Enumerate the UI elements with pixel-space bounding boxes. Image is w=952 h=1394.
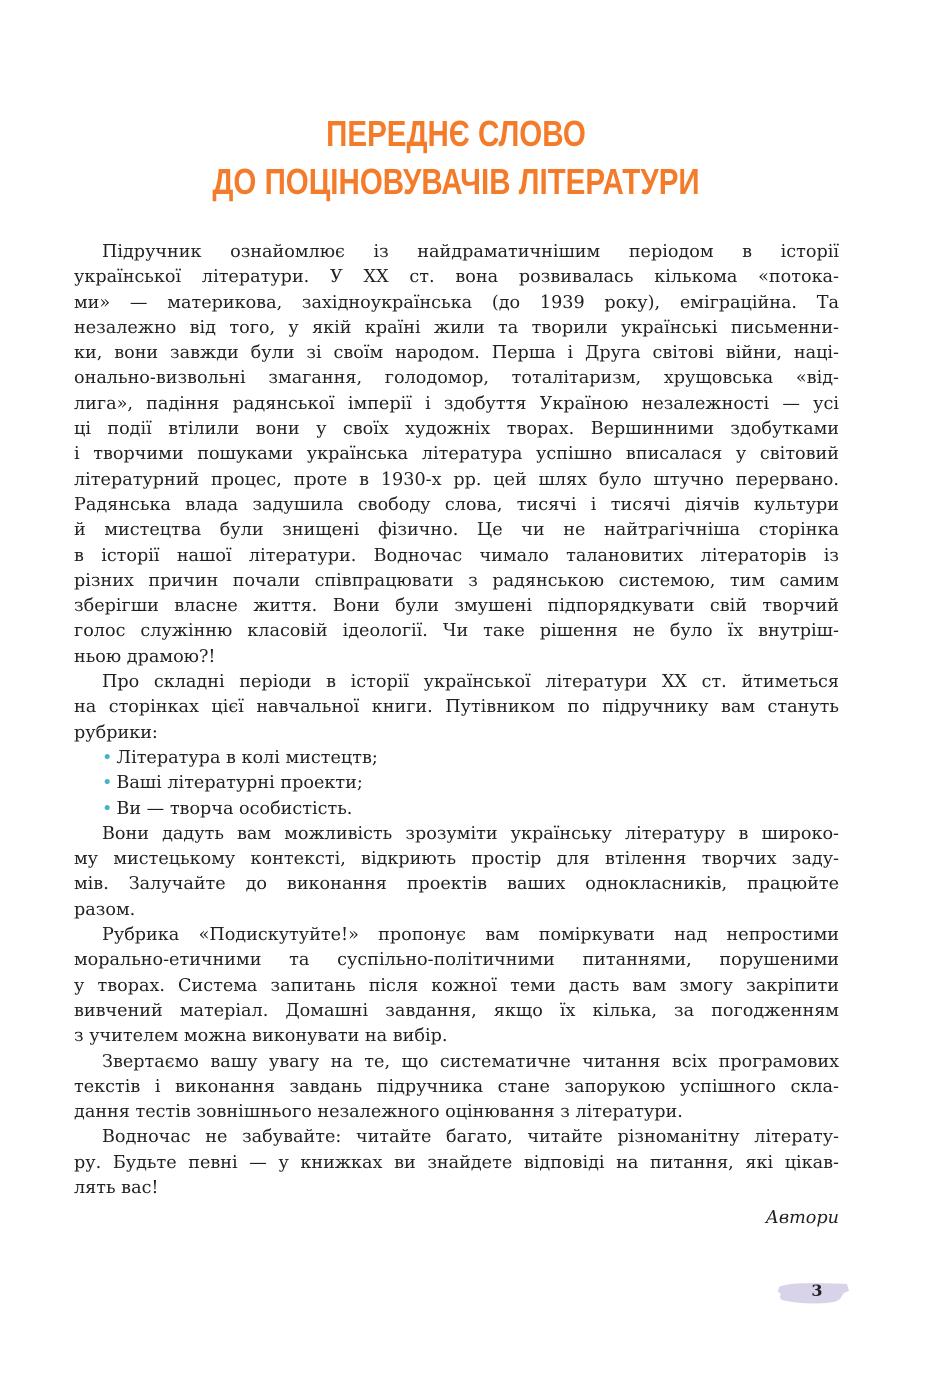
text-line: ми» — материкова, західноукраїнська (до 1939 року), еміграційна. Та bbox=[74, 292, 839, 313]
text-line: разом. bbox=[74, 899, 136, 920]
text-line: Водночас не забувайте: читайте багато, читайте різноманітну літерату- bbox=[102, 1127, 839, 1148]
bullet-icon: • bbox=[102, 747, 113, 768]
text-line: у творах. Система запитань після кожної теми дасть вам змогу закріпити bbox=[74, 975, 839, 996]
bullet-icon: • bbox=[102, 773, 113, 794]
text-line: рубрики: bbox=[74, 722, 158, 743]
list-item-label: Ваші літературні проекти; bbox=[116, 773, 363, 794]
text-line: Рубрика «Подискутуйте!» пропонує вам поміркувати над непростими bbox=[102, 925, 839, 946]
list-item bbox=[74, 746, 839, 771]
text-line: літературний процес, проте в 1930-х рр. цей шлях було штучно перервано. bbox=[74, 469, 839, 490]
text-line: різних причин почали співпрацювати з радянською системою, тим самим bbox=[74, 570, 839, 591]
text-line: голос служінню класовій ідеології. Чи таке рішення не було їх внутріш- bbox=[74, 621, 839, 642]
list-item bbox=[74, 797, 839, 822]
signature: Автори bbox=[765, 1208, 839, 1228]
text-line: Про складні періоди в історії української літератури XX ст. йтиметься bbox=[102, 672, 839, 693]
list-item-label: Ви — творча особистість. bbox=[116, 798, 353, 819]
text-line: морально-етичними та суспільно-політичними питаннями, порушеними bbox=[74, 950, 839, 971]
bullet-icon: • bbox=[102, 798, 113, 819]
text-line: Радянська влада задушила свободу слова, тисячі і тисячі діячів культури bbox=[74, 494, 839, 515]
text-line: незалежно від того, у якій країні жили та творили українські письменни- bbox=[74, 317, 839, 338]
title-line-2: ДО ПОЦІНОВУВАЧІВ ЛІТЕРАТУРИ bbox=[212, 161, 700, 202]
text-line: мів. Залучайте до виконання проектів ваших однокласників, працюйте bbox=[74, 874, 839, 895]
page-number-badge bbox=[776, 1278, 850, 1306]
body-text bbox=[74, 240, 839, 1201]
page-title bbox=[82, 110, 830, 206]
text-line: ці події втілили вони у своїх художніх творах. Вершинними здобутками bbox=[74, 419, 839, 440]
text-line: вивчений матеріал. Домашні завдання, якщо їх кілька, за погодженням bbox=[74, 1000, 839, 1021]
text-line: Звертаємо вашу увагу на те, що систематичне читання всіх програмових bbox=[102, 1051, 839, 1072]
list-item bbox=[74, 771, 839, 796]
title-line-1: ПЕРЕДНЄ СЛОВО bbox=[326, 113, 586, 154]
text-line: зберігши власне життя. Вони були змушені підпорядкувати свій творчий bbox=[74, 596, 839, 617]
text-line: лига», падіння радянської імперії і здобуття Україною незалежності — усі bbox=[74, 393, 839, 414]
text-line: Підручник ознайомлює із найдраматичнішим періодом в історії bbox=[102, 242, 839, 262]
page-number: 3 bbox=[811, 1281, 823, 1300]
text-line: на сторінках цієї навчальної книги. Путівником по підручнику вам стануть bbox=[74, 697, 839, 718]
text-line: му мистецькому контексті, відкриють простір для втілення творчих заду- bbox=[74, 849, 839, 870]
text-line: з учителем можна виконувати на вибір. bbox=[74, 1026, 448, 1047]
text-line: української літератури. У XX ст. вона розвивалась кількома «потока- bbox=[74, 267, 839, 288]
text-line: в історії нашої літератури. Водночас чимало талановитих літераторів із bbox=[74, 545, 839, 566]
text-line: онально-визвольні змагання, голодомор, тоталітаризм, хрущовська «від- bbox=[74, 368, 839, 389]
text-line: ки, вони завжди були зі своїм народом. Перша і Друга світові війни, наці- bbox=[74, 343, 839, 364]
text-line: текстів і виконання завдань підручника стане запорукою успішного скла- bbox=[74, 1076, 839, 1097]
text-line: Вони дадуть вам можливість зрозуміти українську літературу в широко- bbox=[102, 823, 839, 844]
text-line: дання тестів зовнішнього незалежного оцінювання з літератури. bbox=[74, 1102, 683, 1123]
text-line: ньою драмою?! bbox=[74, 646, 216, 667]
list-item-label: Література в колі мистецтв; bbox=[116, 747, 378, 768]
text-line: лять вас! bbox=[74, 1177, 159, 1198]
text-line: і творчими пошуками українська література успішно вписалася у світовий bbox=[74, 444, 839, 465]
text-line: ру. Будьте певні — у книжках ви знайдете відповіді на питання, які цікав- bbox=[74, 1152, 839, 1173]
text-line: й мистецтва були знищені фізично. Це чи не найтрагічніша сторінка bbox=[74, 520, 839, 541]
